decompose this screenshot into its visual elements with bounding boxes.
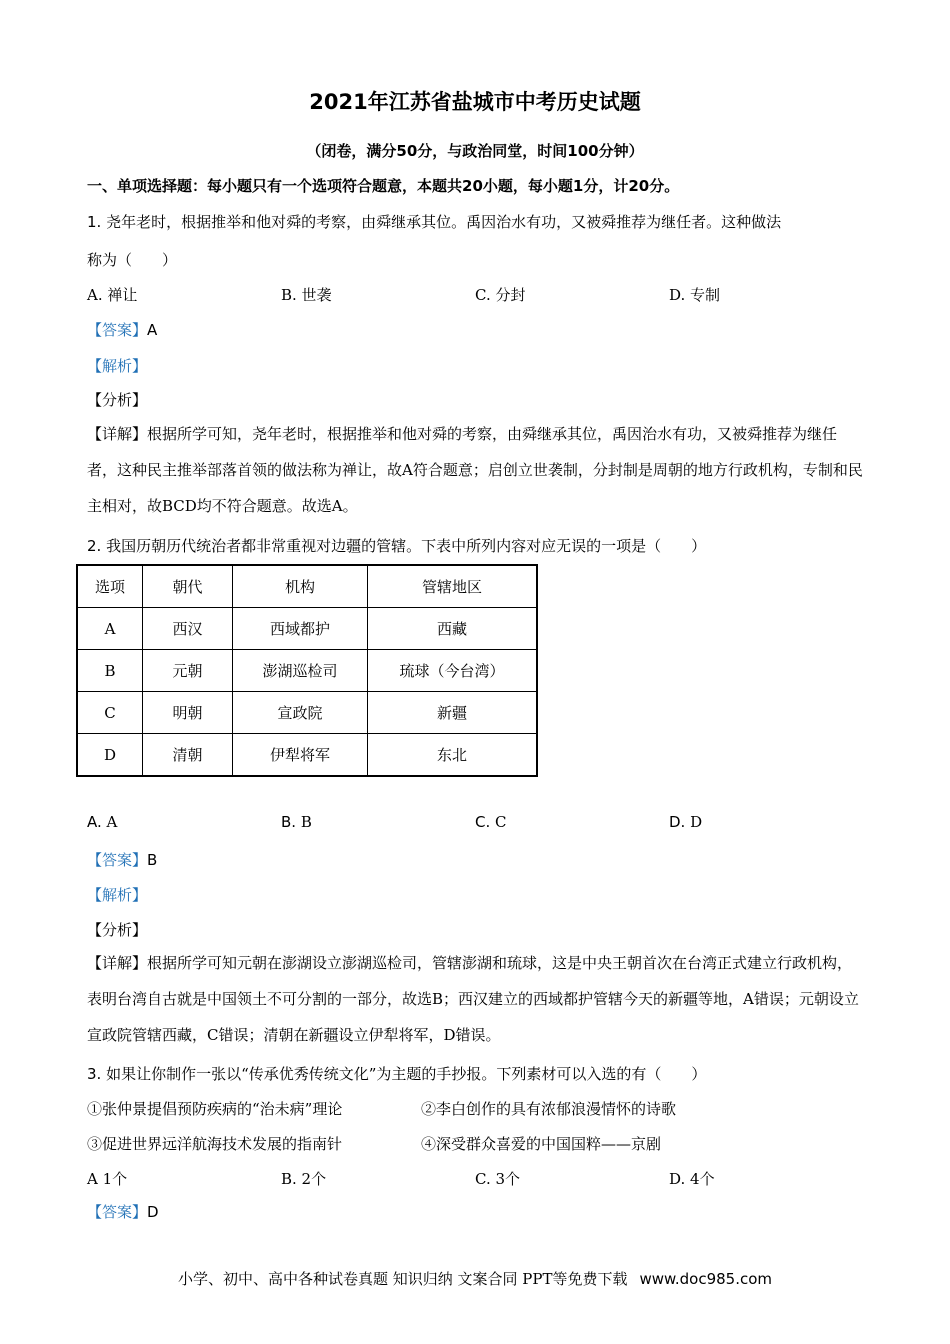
q2-jiexi-label: 【解析】 [87,886,148,904]
q1-number: 1. [87,213,102,231]
q1-option-c: C. 分封 [475,286,526,304]
q3-item-1: ①张仲景提倡预防疾病的“治未病”理论 [87,1100,343,1118]
table-cell: 宣政院 [233,692,368,734]
table-cell: 新疆 [368,692,538,734]
q1-jiexi-label: 【解析】 [87,357,148,375]
page-footer [0,1268,950,1289]
q2-answer-value: B [147,851,158,869]
q1-detail-text: 根据所学可知，尧年老时，根据推举和他对舜的考察，由舜继承其位，禹因治水有功，又被舜推荐为继任者，这种民主推举部落首领的做法称为禅让，故A符合题意；启创立世袭制，分封制是周朝的地方行政机构，专制和民主相对，故BCD均不符合题意。故选A。 [87,425,863,515]
table-cell: 澎湖巡检司 [233,650,368,692]
q2-option-a: A. A [87,813,118,831]
table-header-cell: 选项 [77,565,143,608]
q3-answer-value: D [147,1203,159,1221]
q3-item-3: ③促进世界远洋航海技术发展的指南针 [87,1135,343,1153]
table-cell: 西汉 [143,608,233,650]
q3-item-4: ④深受群众喜爱的中国国粹——京剧 [421,1135,662,1153]
q3-option-d: D. 4个 [669,1170,715,1188]
q1-stem-line1 [87,211,781,232]
q1-option-b: B. 世袭 [281,286,332,304]
q3-option-c: C. 3个 [475,1170,521,1188]
q2-stem: 我国历朝历代统治者都非常重视对边疆的管辖。下表中所列内容对应无误的一项是（ ） [106,537,707,555]
q1-option-a: A. 禅让 [87,286,138,304]
q2-option-d: D. D [669,813,703,831]
q3-answer [87,1201,159,1222]
q1-detail-label: 【详解】 [87,425,148,443]
table-header-cell: 机构 [233,565,368,608]
table-cell: 伊犁将军 [233,734,368,777]
table-cell: C [77,692,143,734]
footer-text: 小学、初中、高中各种试卷真题 知识归纳 文案合同 PPT等免费下载 [177,1270,628,1288]
q2-detail-text: 根据所学可知元朝在澎湖设立澎湖巡检司，管辖澎湖和琉球，这是中央王朝首次在台湾正式建立行政机构，表明台湾自古就是中国领土不可分割的一部分，故选B；西汉建立的西域都护管辖今天的新疆等地，A错误；元朝设立宣政院管辖西藏，C错误；清朝在新疆设立伊犁将军，D错误。 [87,954,859,1044]
table-cell: 西域都护 [233,608,368,650]
table-cell: D [77,734,143,777]
q2-detail [87,945,865,1053]
exam-info: （闭卷，满分50分，与政治同堂，时间100分钟） [306,142,644,160]
q1-fenxi-label: 【分析】 [87,391,148,409]
q2-number: 2. [87,537,102,555]
table-row [77,692,537,734]
table-cell: 清朝 [143,734,233,777]
q2-answer [87,849,157,870]
table-cell: 明朝 [143,692,233,734]
answer-label: 【答案】 [87,851,148,869]
table-header-row [77,565,537,608]
page-title: 2021年江苏省盐城市中考历史试题 [309,90,641,114]
table-header-cell: 管辖地区 [368,565,538,608]
table-cell: 元朝 [143,650,233,692]
q1-stem-line2: 称为（ ） [87,251,178,269]
q1-answer [87,319,157,340]
q2-fenxi-label: 【分析】 [87,921,148,939]
q2-option-b: B. B [281,813,312,831]
table-header-cell: 朝代 [143,565,233,608]
q3-number: 3. [87,1065,102,1083]
q3-stem: 如果让你制作一张以“传承优秀传统文化”为主题的手抄报。下列素材可以入选的有（ ） [106,1065,707,1083]
q2-table [76,564,538,777]
q2-option-c: C. C [475,813,507,831]
table-cell: A [77,608,143,650]
q1-answer-value: A [147,321,158,339]
answer-label: 【答案】 [87,321,148,339]
footer-site-link[interactable]: www.doc985.com [639,1270,773,1288]
q3-option-b: B. 2个 [281,1170,327,1188]
section-heading: 一、单项选择题：每小题只有一个选项符合题意，本题共20小题，每小题1分，计20分。 [87,177,680,195]
q1-option-d: D. 专制 [669,286,721,304]
table-cell: 琉球（今台湾） [368,650,538,692]
q2-detail-label: 【详解】 [87,954,148,972]
q3-option-a: A 1个 [87,1170,128,1188]
answer-label: 【答案】 [87,1203,148,1221]
q1-stem: 尧年老时，根据推举和他对舜的考察，由舜继承其位。禹因治水有功，又被舜推荐为继任者。这种做法 [106,213,782,231]
table-row [77,650,537,692]
q3-stem-line [87,1063,706,1084]
q3-item-2: ②李白创作的具有浓郁浪漫情怀的诗歌 [421,1100,677,1118]
q1-detail [87,416,865,524]
table-row [77,608,537,650]
table-cell: 东北 [368,734,538,777]
q2-stem-line [87,535,706,556]
table-row [77,734,537,777]
table-cell: 西藏 [368,608,538,650]
table-cell: B [77,650,143,692]
